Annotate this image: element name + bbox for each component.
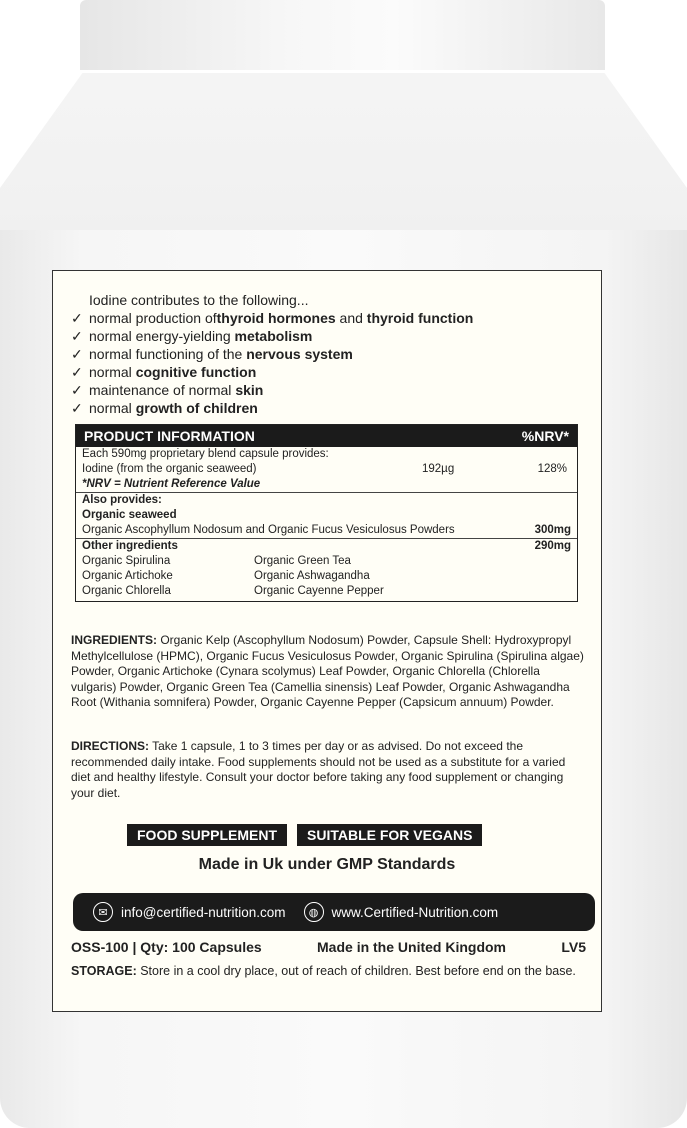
other-ingredients-list: Organic Artichoke Organic Ashwagandha <box>82 570 370 582</box>
panel-title: PRODUCT INFORMATION <box>84 428 255 444</box>
badges <box>127 824 482 846</box>
other-ingredients-list: Organic Chlorella Organic Cayenne Pepper <box>82 585 384 597</box>
claim-item: ✓ normal growth of children <box>71 400 258 416</box>
contact-bar <box>73 893 595 931</box>
also-provides: Also provides: <box>76 492 577 508</box>
check-icon: ✓ <box>71 382 83 398</box>
panel-header <box>76 425 577 447</box>
claim-item: ✓ normal cognitive function <box>71 364 257 380</box>
check-icon: ✓ <box>71 328 83 344</box>
other-ingredients-row: Other ingredients 290mg <box>76 538 577 554</box>
product-information-panel <box>75 424 578 602</box>
mail-icon: ✉ <box>93 902 113 922</box>
claim-item: ✓ maintenance of normal skin <box>71 382 264 398</box>
ingredients-text: INGREDIENTS: Organic Kelp (Ascophyllum Nodosum) Powder, Capsule Shell: Hydroxypropyl Methylcellulose (HPMC), Organic Fucus Vesiculosus Powder, Organic Spirulina (Spirulina algae) Powder, Organic Artichoke (Cynara scolymus) Leaf Powder, Organic Chlorella (Chlorella vulgaris) Powder, Organic Green Tea (Camellia sinensis) Leaf Powder, Organic Ashwagandha Root (Withania somnifera) Powder, Organic Cayenne Pepper (Capsicum annuum) Powder. <box>71 633 584 709</box>
nrv-header: %NRV* <box>521 428 569 444</box>
seaweed-row: Organic Ascophyllum Nodosum and Organic Fucus Vesiculosus Powders 300mg <box>82 524 571 536</box>
other-ingredients-list: Organic Spirulina Organic Green Tea <box>82 555 351 567</box>
check-icon: ✓ <box>71 364 83 380</box>
iodine-row: Iodine (from the organic seaweed) 192µg 128% <box>82 463 567 475</box>
claim-item: ✓ normal energy-yielding metabolism <box>71 328 313 344</box>
claim-item: ✓ normal production of thyroid hormones and thyroid function <box>71 310 474 326</box>
bottle-cap <box>80 0 605 70</box>
check-icon: ✓ <box>71 346 83 362</box>
claims-intro: Iodine contributes to the following... <box>89 292 309 308</box>
seaweed-label: Organic seaweed <box>82 509 177 521</box>
check-icon: ✓ <box>71 400 83 416</box>
product-label <box>52 270 602 1012</box>
food-supplement-badge: FOOD SUPPLEMENT <box>127 824 287 846</box>
blend-line: Each 590mg proprietary blend capsule provides: <box>82 448 329 460</box>
nrv-note: *NRV = Nutrient Reference Value <box>82 478 261 490</box>
vegan-badge: SUITABLE FOR VEGANS <box>297 824 482 846</box>
globe-icon: ◍ <box>304 902 324 922</box>
storage-text: STORAGE: Store in a cool dry place, out of reach of children. Best before end on the base. <box>71 964 576 978</box>
health-claims <box>71 291 473 417</box>
check-icon: ✓ <box>71 310 83 326</box>
gmp-statement: Made in Uk under GMP Standards <box>198 856 456 873</box>
product-code-line: OSS-100 | Qty: 100 Capsules Made in the United Kingdom LV5 <box>71 939 586 955</box>
email-link[interactable]: ✉ info@certified-nutrition.com <box>93 902 286 922</box>
directions-text: DIRECTIONS: Take 1 capsule, 1 to 3 times per day or as advised. Do not exceed the recommended daily intake. Food supplements should not be used as a substitute for a varied diet and healthy lifestyle. Consult your doctor before taking any food supplement or changing your diet. <box>71 739 566 800</box>
website-link[interactable]: ◍ www.Certified-Nutrition.com <box>304 902 499 922</box>
claim-item: ✓ normal functioning of the nervous system <box>71 346 353 362</box>
